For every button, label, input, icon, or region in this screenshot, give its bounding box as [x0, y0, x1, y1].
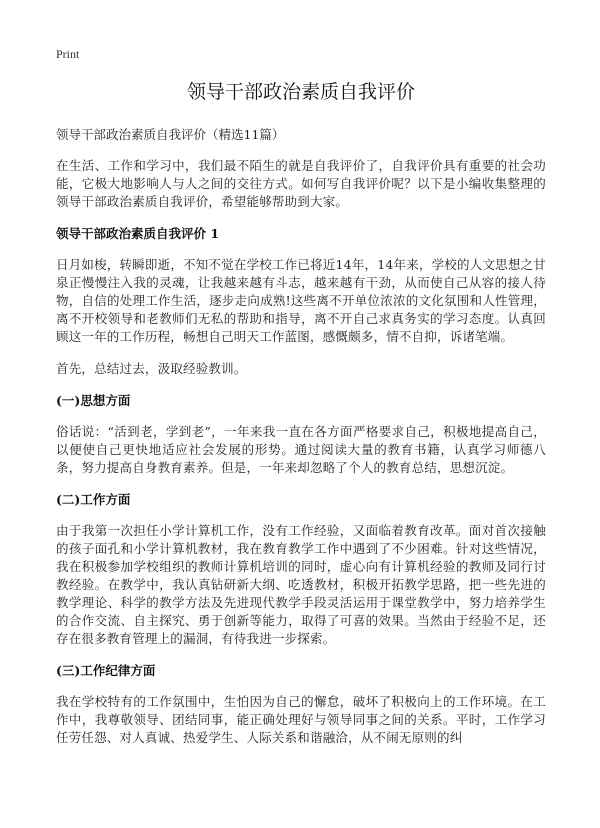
section1-summary-paragraph: 首先，总结过去，汲取经验教训。 [56, 361, 247, 376]
document-subtitle: 领导干部政治素质自我评价（精选11篇） [56, 127, 285, 142]
subsection-discipline-text: 我在学校特有的工作氛围中，生怕因为自己的懈怠，破坏了积极向上的工作环境。在工作中，我尊敬领导、团结同事，能正确处理好与领导同事之间的关系。平时，工作学习任劳任怨、对人真诚、热爱学生、人际关系和谐融洽，从不闹无原则的纠 [56, 694, 546, 745]
subsection-heading-discipline: (三)工作纪律方面 [56, 663, 156, 678]
subsection-heading-thought: (一)思想方面 [56, 393, 131, 408]
subsection-thought-text: 俗话说：“活到老，学到老”，一年来我一直在各方面严格要求自己，积极地提高自己，以便使自己更快地适应社会发展的形势。通过阅读大量的教育书籍，认真学习师德八条，努力提高自身教育素养。但是，一年来却忽略了个人的教育总结，思想沉淀。 [56, 424, 546, 475]
section-heading-1: 领导干部政治素质自我评价 1 [56, 226, 220, 241]
print-link[interactable]: Print [56, 47, 80, 61]
subsection-heading-work: (二)工作方面 [56, 492, 131, 507]
document-body [56, 80, 546, 761]
section1-paragraph: 日月如梭，转瞬即逝，不知不觉在学校工作已将近14年，14年来，学校的人文思想之甘泉正慢慢注入我的灵魂，让我越来越有斗志，越来越有干劲，从而使自己从容的接人待物，自信的处理工作生活，逐步走向成熟!这些离不开单位浓浓的文化氛围和人性管理，离不开校领导和老教师们无私的帮助和指导，离不开自己求真务实的学习态度。认真回顾这一年的工作历程，畅想自己明天工作蓝图，感慨颇多，情不自抑，诉诸笔端。 [56, 257, 546, 344]
intro-paragraph: 在生活、工作和学习中，我们最不陌生的就是自我评价了，自我评价具有重要的社会功能，它极大地影响人与人之间的交往方式。如何写自我评价呢？以下是小编收集整理的领导干部政治素质自我评价，希望能够帮助到大家。 [56, 158, 546, 209]
subsection-work-text: 由于我第一次担任小学计算机工作，没有工作经验，又面临着教育改革。面对首次接触的孩子面孔和小学计算机教材，我在教育教学工作中遇到了不少困难。针对这些情况，我在积极参加学校组织的教师计算机培训的同时，虚心向有计算机经验的教师及同行讨教经验。在教学中，我认真钻研新大纲、吃透教材，积极开拓教学思路，把一些先进的教学理论、科学的教学方法及先进现代教学手段灵活运用于课堂教学中，努力培养学生的合作交流、自主探究、勇于创新等能力，取得了可喜的效果。当然由于经验不足，还存在很多教育管理上的漏洞，有待我进一步探索。 [56, 523, 546, 646]
page-title: 领导干部政治素质自我评价 [186, 81, 415, 103]
